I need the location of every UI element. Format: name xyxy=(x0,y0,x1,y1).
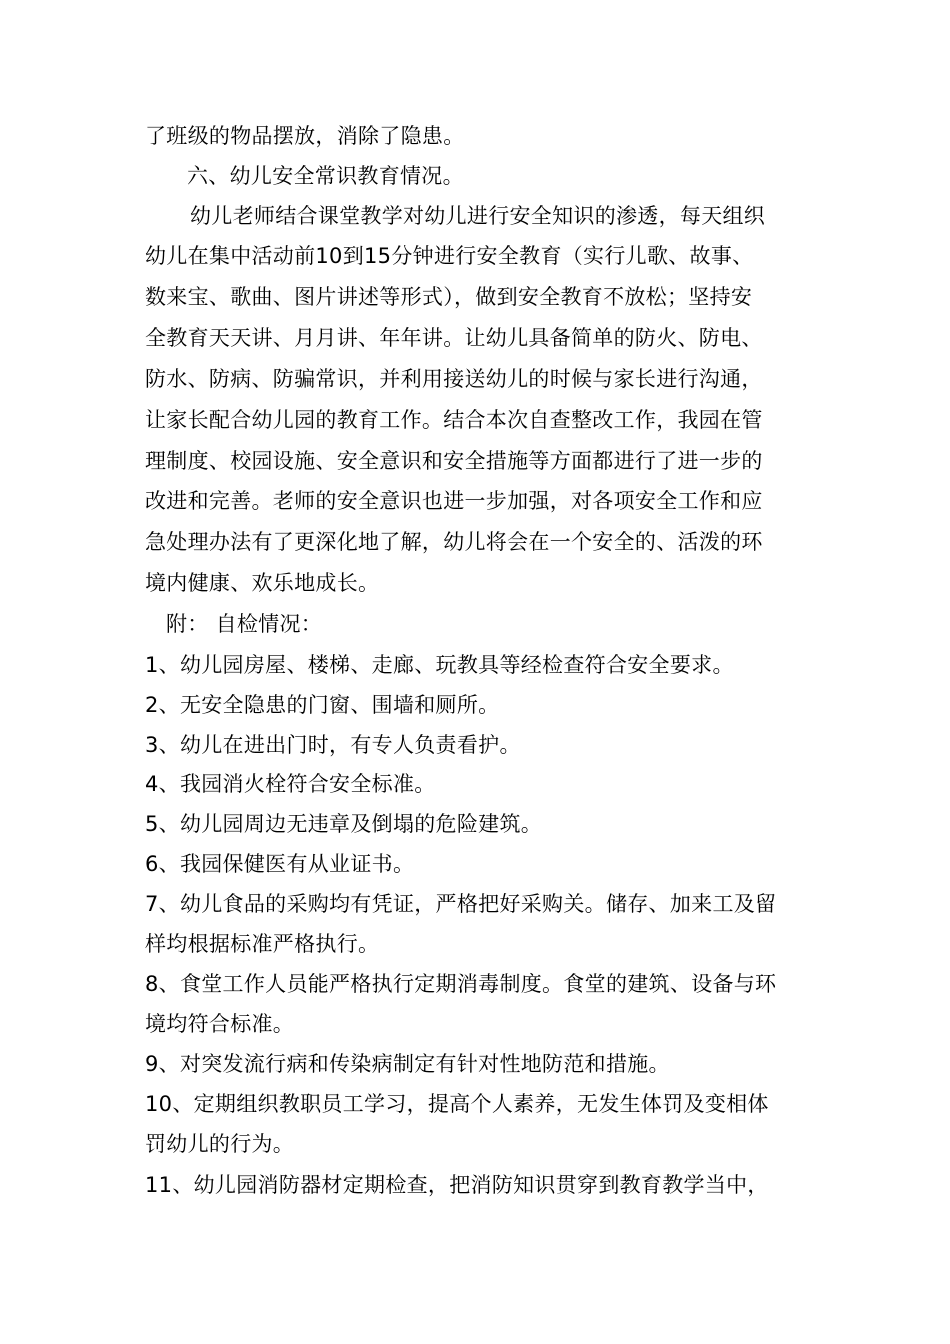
paragraph-line: 防水、防病、防骗常识，并利用接送幼儿的时候与家长进行沟通， xyxy=(145,367,763,391)
list-item: 9、对突发流行病和传染病制定有针对性地防范和措施。 xyxy=(145,1052,670,1076)
paragraph-line: 急处理办法有了更深化地了解，幼儿将会在一个安全的、活泼的环 xyxy=(145,530,763,554)
list-item-continuation: 罚幼儿的行为。 xyxy=(145,1132,295,1156)
list-item: 11、幼儿园消防器材定期检查，把消防知识贯穿到教育教学当中， xyxy=(145,1173,769,1197)
section-heading: 六、幼儿安全常识教育情况。 xyxy=(187,164,464,188)
paragraph-line: 数来宝、歌曲、图片讲述等形式），做到安全教育不放松；坚持安 xyxy=(145,285,753,309)
list-item: 5、幼儿园周边无违章及倒塌的危险建筑。 xyxy=(145,812,543,836)
list-item: 1、幼儿园房屋、楼梯、走廊、玩教具等经检查符合安全要求。 xyxy=(145,653,734,677)
list-item-continuation: 样均根据标准严格执行。 xyxy=(145,932,380,956)
list-item: 10、定期组织教职员工学习，提高个人素养，无发生体罚及变相体 xyxy=(145,1092,769,1116)
paragraph-line: 理制度、校园设施、安全意识和安全措施等方面都进行了进一步的 xyxy=(145,449,763,473)
paragraph-line: 幼儿老师结合课堂教学对幼儿进行安全知识的渗透，每天组织 xyxy=(190,204,766,228)
list-item: 2、无安全隐患的门窗、围墙和厕所。 xyxy=(145,693,500,717)
list-item: 7、幼儿食品的采购均有凭证，严格把好采购关。储存、加来工及留 xyxy=(145,892,777,916)
paragraph-line: 境内健康、欢乐地成长。 xyxy=(145,571,380,595)
paragraph-line: 全教育天天讲、月月讲、年年讲。让幼儿具备简单的防火、防电、 xyxy=(145,326,763,350)
paragraph-line: 让家长配合幼儿园的教育工作。结合本次自查整改工作，我园在管 xyxy=(145,408,763,432)
list-item: 6、我园保健医有从业证书。 xyxy=(145,852,415,876)
list-item-continuation: 境均符合标准。 xyxy=(145,1012,295,1036)
list-item: 3、幼儿在进出门时，有专人负责看护。 xyxy=(145,733,521,757)
list-item: 4、我园消火栓符合安全标准。 xyxy=(145,772,436,796)
paragraph-line: 幼儿在集中活动前10到15分钟进行安全教育（实行儿歌、故事、 xyxy=(145,244,754,268)
appendix-heading: 附： 自检情况： xyxy=(166,612,323,636)
list-item: 8、食堂工作人员能严格执行定期消毒制度。食堂的建筑、设备与环 xyxy=(145,972,777,996)
paragraph-line: 了班级的物品摆放，消除了隐患。 xyxy=(145,124,465,148)
paragraph-line: 改进和完善。老师的安全意识也进一步加强，对各项安全工作和应 xyxy=(145,489,763,513)
